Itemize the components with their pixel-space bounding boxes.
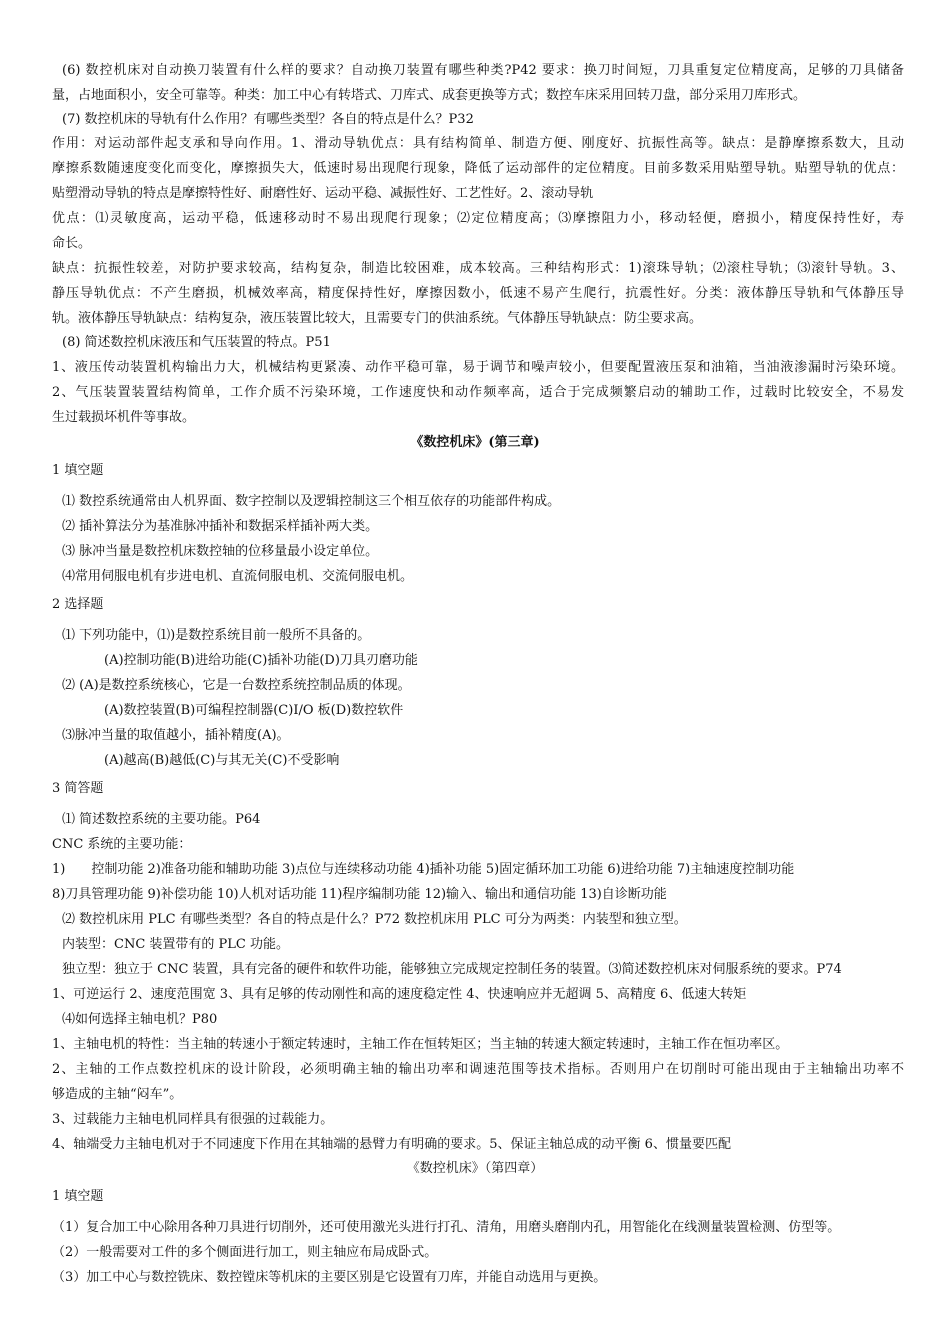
paragraph-line: 4、轴端受力主轴电机对于不同速度下作用在其轴端的悬臂力有明确的要求。5、保证主轴总成的动平衡 6、惯量要匹配: [52, 1137, 731, 1152]
chapter-3-heading: 《数控机床》(第三章): [410, 435, 540, 450]
short-answer-question: ⑵ 数控机床用 PLC 有哪些类型？各自的特点是什么？P72 数控机床用 PLC 可分为两类：内装型和独立型。: [62, 912, 687, 927]
section-heading: 3 简答题: [52, 781, 104, 796]
paragraph-line: 独立型：独立于 CNC 装置，具有完备的硬件和软件功能，能够独立完成规定控制任务的装置。⑶简述数控机床对伺服系统的要求。P74: [62, 962, 842, 977]
paragraph-line: 优点：⑴灵敏度高，运动平稳，低速移动时不易出现爬行现象；⑵定位精度高；⑶摩擦阻力小，移动轻便，磨损小，精度保持性好，寿: [52, 211, 904, 226]
choice-options: (A)越高(B)越低(C)与其无关(C)不受影响: [104, 753, 340, 768]
chapter-4-heading: 《数控机床》（第四章）: [406, 1161, 544, 1176]
question-7: (7) 数控机床的导轨有什么作用？有哪些类型？各自的特点是什么？P32: [62, 112, 474, 127]
paragraph-line: 够造成的主轴“闷车”。: [52, 1087, 183, 1102]
fill-item: ⑴ 数控系统通常由人机界面、数字控制以及逻辑控制这三个相互依存的功能部件构成。: [62, 494, 561, 509]
section-heading: 1 填空题: [52, 1189, 104, 1204]
question-6: (6) 数控机床对自动换刀装置有什么样的要求？自动换刀装置有哪些种类?P42 要求：换刀时间短，刀具重复定位精度高，足够的刀具储备: [62, 63, 904, 78]
paragraph-line: 1) 控制功能 2)准备功能和辅助功能 3)点位与连续移动功能 4)插补功能 5)固定循环加工功能 6)进给功能 7)主轴速度控制功能: [52, 862, 795, 877]
paragraph-line: 缺点：抗振性较差，对防护要求较高，结构复杂，制造比较困难，成本较高。三种结构形式：1)滚珠导轨；⑵滚柱导轨；⑶滚针导轨。3、: [52, 261, 904, 276]
paragraph-line: 1、主轴电机的特性：当主轴的转速小于额定转速时，主轴工作在恒转矩区；当主轴的转速大额定转速时，主轴工作在恒功率区。: [52, 1037, 789, 1052]
fill-item: ⑵ 插补算法分为基准脉冲插补和数据采样插补两大类。: [62, 519, 379, 534]
paragraph-line: 作用：对运动部件起支承和导向作用。1、滑动导轨优点：具有结构简单、制造方便、刚度好、抗振性高等。缺点：是静摩擦系数大，且动: [52, 136, 904, 151]
paragraph-line: 1、可逆运行 2、速度范围宽 3、具有足够的传动刚性和高的速度稳定性 4、快速响应并无超调 5、高精度 6、低速大转矩: [52, 987, 747, 1002]
question-8: (8) 简述数控机床液压和气压装置的特点。P51: [62, 335, 331, 350]
fill-item: （3）加工中心与数控铣床、数控镗床等机床的主要区别是它设置有刀库，并能自动选用与更换。: [52, 1270, 607, 1285]
paragraph-line: 2、主轴的工作点数控机床的设计阶段，必须明确主轴的输出功率和调速范围等技术指标。否则用户在切削时可能出现由于主轴输出功率不: [52, 1062, 904, 1077]
choice-question: ⑴ 下列功能中，⑴)是数控系统目前一般所不具备的。: [62, 628, 371, 643]
paragraph-line: 8)刀具管理功能 9)补偿功能 10)人机对话功能 11)程序编制功能 12)输入、输出和通信功能 13)自诊断功能: [52, 887, 667, 902]
paragraph-line: 静压导轨优点：不产生磨损，机械效率高，精度保持性好，摩擦因数小，低速不易产生爬行，抗震性好。分类：液体静压导轨和气体静压导: [52, 286, 904, 301]
fill-item: （1）复合加工中心除用各种刀具进行切削外，还可使用激光头进行打孔、清角，用磨头磨削内孔，用智能化在线测量装置检测、仿型等。: [52, 1220, 841, 1235]
choice-question: ⑵ (A)是数控系统核心，它是一台数控系统控制品质的体现。: [62, 678, 411, 693]
choice-options: (A)控制功能(B)进给功能(C)插补功能(D)刀具刃磨功能: [104, 653, 418, 668]
paragraph-line: 生过载损坏机件等事故。: [52, 410, 196, 425]
paragraph-line: 3、过载能力主轴电机同样具有很强的过载能力。: [52, 1112, 334, 1127]
paragraph-line: 命长。: [52, 236, 92, 251]
paragraph-line: 内装型：CNC 装置带有的 PLC 功能。: [62, 937, 289, 952]
paragraph-line: 2、气压装置装置结构简单，工作介质不污染环境，工作速度快和动作频率高，适合于完成频繁启动的辅助工作，过载时比较安全，不易发: [52, 385, 904, 400]
section-heading: 2 选择题: [52, 597, 104, 612]
paragraph-line: 贴塑滑动导轨的特点是摩擦特性好、耐磨性好、运动平稳、减振性好、工艺性好。2、滚动导轨: [52, 186, 594, 201]
short-answer-question: ⑷如何选择主轴电机？P80: [62, 1012, 218, 1027]
fill-item: ⑷常用伺服电机有步进电机、直流伺服电机、交流伺服电机。: [62, 569, 414, 584]
fill-item: ⑶ 脉冲当量是数控机床数控轴的位移量最小设定单位。: [62, 544, 379, 559]
paragraph-line: 量，占地面积小，安全可靠等。种类：加工中心有转塔式、刀库式、成套更换等方式；数控车床采用回转刀盘，部分采用刀库形式。: [52, 88, 807, 103]
paragraph-line: 1、液压传动装置机构输出力大，机械结构更紧凑、动作平稳可靠，易于调节和噪声较小，但要配置液压泵和油箱，当油液渗漏时污染环境。: [52, 360, 904, 375]
choice-question: ⑶脉冲当量的取值越小，插补精度(A)。: [62, 728, 290, 743]
paragraph-line: 摩擦系数随速度变化而变化，摩擦损失大，低速时易出现爬行现象，降低了运动部件的定位精度。目前多数采用贴塑导轨。贴塑导轨的优点：: [52, 161, 904, 176]
choice-options: (A)数控装置(B)可编程控制器(C)I/O 板(D)数控软件: [104, 703, 404, 718]
section-heading: 1 填空题: [52, 463, 104, 478]
short-answer-question: ⑴ 简述数控系统的主要功能。P64: [62, 812, 261, 827]
paragraph-line: 轨。液体静压导轨缺点：结构复杂，液压装置比较大，且需要专门的供油系统。气体静压导轨缺点：防尘要求高。: [52, 311, 703, 326]
fill-item: （2）一般需要对工件的多个侧面进行加工，则主轴应布局成卧式。: [52, 1245, 438, 1260]
paragraph-line: CNC 系统的主要功能：: [52, 837, 192, 852]
